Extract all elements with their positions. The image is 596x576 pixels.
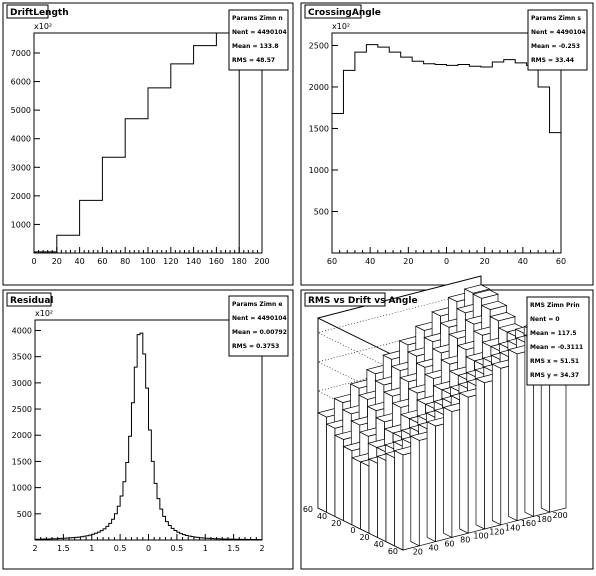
stats-row: Nent = 4490104 xyxy=(531,29,586,36)
stats-row: RMS = 0.3753 xyxy=(232,343,279,350)
lego-bar-side xyxy=(318,413,327,512)
x-tick-label: 1 xyxy=(203,544,208,553)
stats-row: RMS x = 51.51 xyxy=(530,358,579,365)
y-tick-label: 60 xyxy=(303,505,313,514)
stats-header: Рarams Zimn s xyxy=(531,15,581,22)
histogram-bin xyxy=(366,45,377,253)
plot-frame xyxy=(34,33,262,253)
x-tick-label: 160 xyxy=(209,257,224,266)
x-tick-label: 0.5 xyxy=(114,544,127,553)
y-tick-label: 3000 xyxy=(11,163,31,172)
y-tick-label: 20 xyxy=(331,519,341,528)
y-tick-label: 1000 xyxy=(12,484,32,493)
stats-box xyxy=(229,296,288,356)
stats-row: Nent = 4490104 xyxy=(232,315,287,322)
lego-bar-side xyxy=(411,436,420,546)
x-tick-label: 0 xyxy=(444,257,449,266)
x-tick-label: 200 xyxy=(552,511,567,520)
x-tick-label: 60 xyxy=(97,257,107,266)
plot-frame xyxy=(332,33,561,253)
histogram-bin xyxy=(148,88,171,253)
lego-bar-side xyxy=(335,435,344,520)
x-tick-label: 140 xyxy=(505,523,520,532)
histogram-1 xyxy=(309,33,566,266)
y-tick-label: 500 xyxy=(314,207,329,216)
y-tick-label: 2000 xyxy=(12,431,32,440)
histogram-bin xyxy=(481,67,492,253)
axis-exponent-label: x10² xyxy=(332,22,350,31)
y-tick-label: 7000 xyxy=(11,49,31,58)
x-tick-label: 1 xyxy=(89,544,94,553)
histogram-bin xyxy=(435,65,446,253)
histogram-bin xyxy=(550,133,561,253)
chart-title: DriftLength xyxy=(10,8,69,18)
x-tick-label: 40 xyxy=(518,257,528,266)
lego-bar-side xyxy=(361,462,370,533)
histogram-bin xyxy=(171,64,194,253)
chart-title: CrossingAngle xyxy=(308,8,381,18)
histogram-bin xyxy=(504,60,515,253)
x-tick-label: 80 xyxy=(120,257,130,266)
chart-title: Residual xyxy=(10,296,53,306)
x-tick-label: 80 xyxy=(460,535,470,544)
lego-bar-side xyxy=(327,424,336,516)
x-tick-label: 60 xyxy=(556,257,566,266)
stats-row: Nent = 0 xyxy=(530,316,560,323)
stats-row: RMS = 33.44 xyxy=(531,57,574,64)
histogram-bin xyxy=(527,65,538,253)
y-tick-label: 40 xyxy=(317,512,327,521)
x-tick-label: 200 xyxy=(254,257,269,266)
y-tick-label: 6000 xyxy=(11,78,31,87)
x-tick-label: 40 xyxy=(365,257,375,266)
y-tick-label: 60 xyxy=(388,547,398,556)
x-tick-label: 120 xyxy=(489,527,504,536)
x-tick-label: 140 xyxy=(186,257,201,266)
x-tick-label: 160 xyxy=(521,519,536,528)
y-tick-label: 0 xyxy=(350,526,355,535)
stats-row: Mean = 0.00792 xyxy=(232,329,287,336)
y-tick-label: 500 xyxy=(17,510,32,519)
lego-bar-side xyxy=(378,456,387,541)
lego-bar-side xyxy=(344,447,353,525)
histogram-bin xyxy=(57,235,80,253)
stats-row: Mean = 133.8 xyxy=(232,43,279,50)
x-tick-label: 20 xyxy=(480,257,490,266)
histogram-line xyxy=(35,333,262,540)
stats-row: Nent = 4490104 xyxy=(232,29,287,36)
histogram-line xyxy=(332,45,561,253)
histogram-bin xyxy=(378,47,389,253)
stats-box xyxy=(229,10,288,70)
x-tick-label: 20 xyxy=(403,257,413,266)
histogram-bin xyxy=(515,63,526,253)
axis-exponent-label: x10² xyxy=(35,309,53,318)
stats-box xyxy=(527,297,589,385)
stats-row: Mean = -0.253 xyxy=(531,43,580,50)
x-tick-label: 20 xyxy=(413,548,423,557)
histogram-bin xyxy=(140,333,143,540)
x-tick-label: 100 xyxy=(473,531,488,540)
stats-row: Mean = -0.3111 xyxy=(530,344,583,351)
lego-bar-side xyxy=(395,451,404,550)
y-tick-label: 1500 xyxy=(309,124,329,133)
x-tick-label: 20 xyxy=(52,257,62,266)
y-tick-label: 3500 xyxy=(12,353,32,362)
y-tick-label: 4000 xyxy=(12,326,32,335)
histogram-bin xyxy=(125,119,148,253)
stats-row: RMS = 48.57 xyxy=(232,57,275,64)
histogram-bin xyxy=(389,52,400,253)
stats-header: Рarams Zimn n xyxy=(232,15,283,22)
axis-exponent-label: x10² xyxy=(34,22,52,31)
histogram-bin xyxy=(412,61,423,253)
x-tick-label: 40 xyxy=(429,544,439,553)
x-tick-label: 0.5 xyxy=(171,544,184,553)
histogram-2 xyxy=(12,320,265,553)
histogram-bin xyxy=(469,66,480,253)
x-tick-label: 60 xyxy=(327,257,337,266)
histogram-bin xyxy=(538,87,549,253)
y-tick-label: 1000 xyxy=(11,220,31,229)
lego-bar-side xyxy=(476,379,485,530)
histogram-bin xyxy=(447,65,458,253)
stats-header: Рarams Zimn e xyxy=(232,301,282,308)
chart-title: RMS vs Drift vs Angle xyxy=(308,296,418,306)
stats-header: RMS Zimn Prin xyxy=(530,302,580,309)
y-tick-label: 3000 xyxy=(12,379,32,388)
x-tick-label: 180 xyxy=(232,257,247,266)
x-tick-label: 180 xyxy=(537,515,552,524)
lego-bar-side xyxy=(492,364,501,525)
x-tick-label: 2 xyxy=(32,544,37,553)
y-tick-label: 2000 xyxy=(11,192,31,201)
y-tick-label: 5000 xyxy=(11,106,31,115)
x-tick-label: 60 xyxy=(444,540,454,549)
stats-row: RMS y = 34.37 xyxy=(530,372,579,379)
y-tick-label: 1000 xyxy=(309,166,329,175)
histogram-bin xyxy=(355,52,366,253)
x-tick-label: 1.5 xyxy=(57,544,70,553)
stats-box xyxy=(528,10,587,70)
y-tick-label: 1500 xyxy=(12,457,32,466)
lego-bar-side xyxy=(352,458,361,529)
y-tick-label: 40 xyxy=(374,540,384,549)
lego-bar-side xyxy=(427,422,436,542)
x-tick-label: 0 xyxy=(31,257,36,266)
y-tick-label: 2500 xyxy=(309,41,329,50)
histogram-bin xyxy=(492,62,503,253)
x-tick-label: 2 xyxy=(259,544,264,553)
histogram-bin xyxy=(401,57,412,253)
histogram-bin xyxy=(343,70,354,253)
histogram-bin xyxy=(194,46,217,253)
histogram-bin xyxy=(424,64,435,253)
y-tick-label: 2500 xyxy=(12,405,32,414)
x-tick-label: 120 xyxy=(163,257,178,266)
y-tick-label: 4000 xyxy=(11,135,31,144)
lego-bar-side xyxy=(460,393,469,533)
x-tick-label: 0 xyxy=(146,544,151,553)
histogram-bin xyxy=(80,200,103,253)
y-tick-label: 20 xyxy=(359,533,369,542)
stats-row: Mean = 117.5 xyxy=(530,330,577,337)
histogram-bin xyxy=(458,65,469,253)
histogram-bin xyxy=(332,114,343,253)
y-tick-label: 2000 xyxy=(309,83,329,92)
lego-bar-side xyxy=(509,350,517,521)
x-tick-label: 40 xyxy=(75,257,85,266)
x-tick-label: 100 xyxy=(140,257,155,266)
lego-bar-side xyxy=(443,407,452,537)
lego-bar-side xyxy=(369,459,378,537)
x-tick-label: 1.5 xyxy=(227,544,240,553)
histogram-line xyxy=(34,33,239,253)
lego-bar-side xyxy=(386,453,395,545)
histogram-bin xyxy=(102,157,125,253)
